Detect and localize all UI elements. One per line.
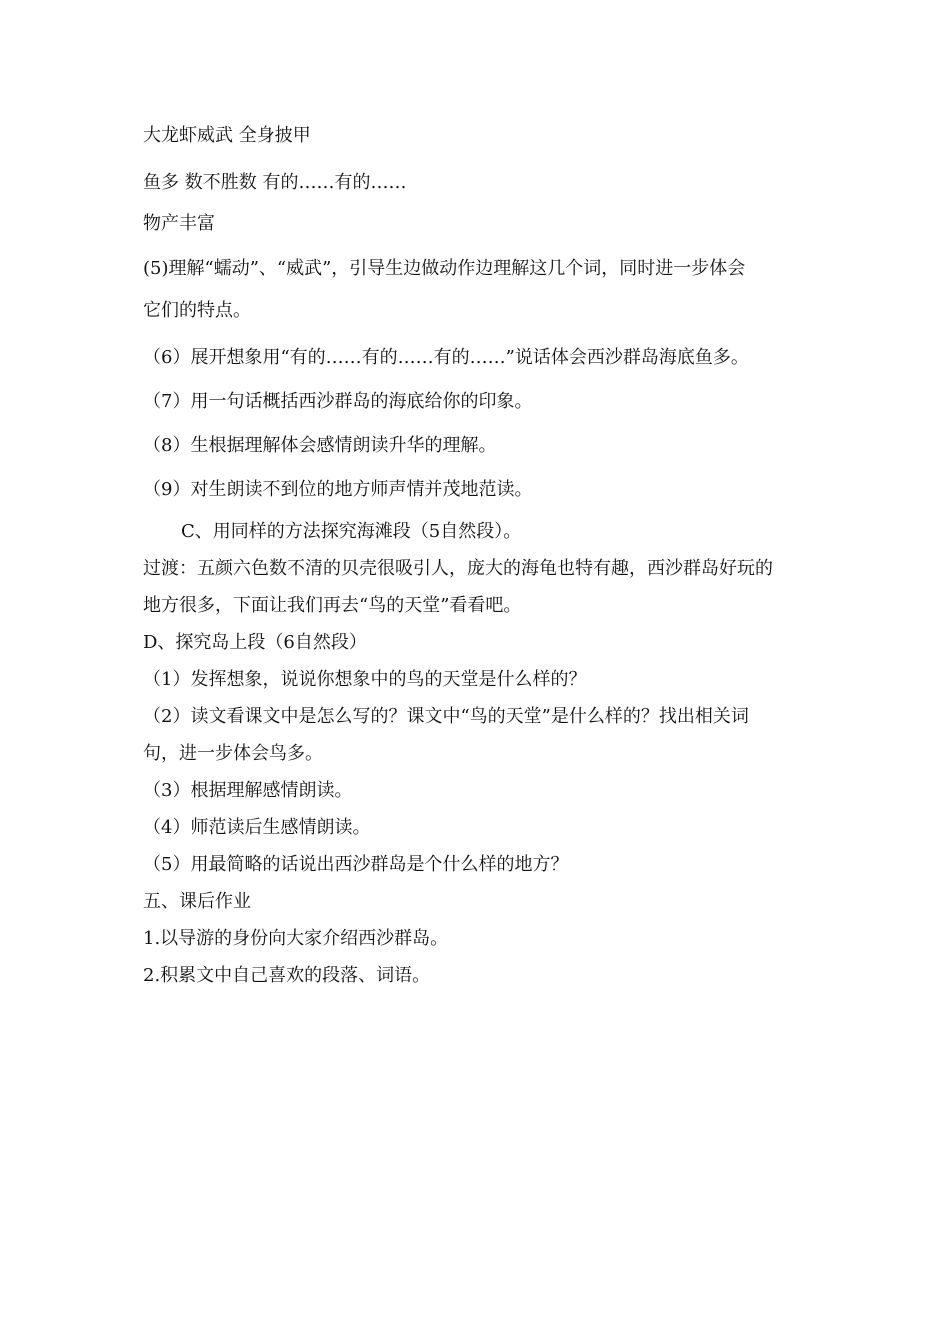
- text-line-7: （7）用一句话概括西沙群岛的海底给你的印象。: [143, 391, 533, 412]
- text-line-12: 地方很多，下面让我们再去“鸟的天堂”看看吧。: [143, 595, 522, 616]
- text-line-17: （3）根据理解感情朗读。: [143, 780, 353, 801]
- text-line-4: (5)理解“蠕动”、“威武”，引导生边做动作边理解这几个词，同时进一步体会: [143, 258, 746, 279]
- text-line-15: （2）读文看课文中是怎么写的？课文中“鸟的天堂”是什么样的？找出相关词: [143, 706, 749, 727]
- text-line-21: 1.以导游的身份向大家介绍西沙群岛。: [143, 928, 449, 949]
- text-line-8: （8）生根据理解体会感情朗读升华的理解。: [143, 435, 497, 456]
- text-line-22: 2.积累文中自己喜欢的段落、词语。: [143, 965, 431, 986]
- text-line-16: 句，进一步体会鸟多。: [143, 743, 323, 764]
- text-line-13: D、探究岛上段（6自然段）: [143, 632, 367, 653]
- text-line-14: （1）发挥想象，说说你想象中的鸟的天堂是什么样的？: [143, 669, 587, 690]
- text-line-19: （5）用最简略的话说出西沙群岛是个什么样的地方？: [143, 854, 569, 875]
- text-line-1: 大龙虾威武 全身披甲: [143, 125, 311, 146]
- text-line-3: 物产丰富: [143, 213, 215, 234]
- text-line-9: （9）对生朗读不到位的地方师声情并茂地范读。: [143, 479, 533, 500]
- text-line-18: （4）师范读后生感情朗读。: [143, 817, 371, 838]
- text-line-10: C、用同样的方法探究海滩段（5自然段）。: [181, 521, 522, 542]
- text-line-6: （6）展开想象用“有的……有的……有的……”说话体会西沙群岛海底鱼多。: [143, 347, 749, 368]
- text-line-20: 五、课后作业: [143, 891, 251, 912]
- text-line-11: 过渡：五颜六色数不清的贝壳很吸引人，庞大的海龟也特有趣，西沙群岛好玩的: [143, 558, 773, 579]
- text-line-2: 鱼多 数不胜数 有的……有的……: [143, 172, 407, 193]
- text-line-5: 它们的特点。: [143, 300, 251, 321]
